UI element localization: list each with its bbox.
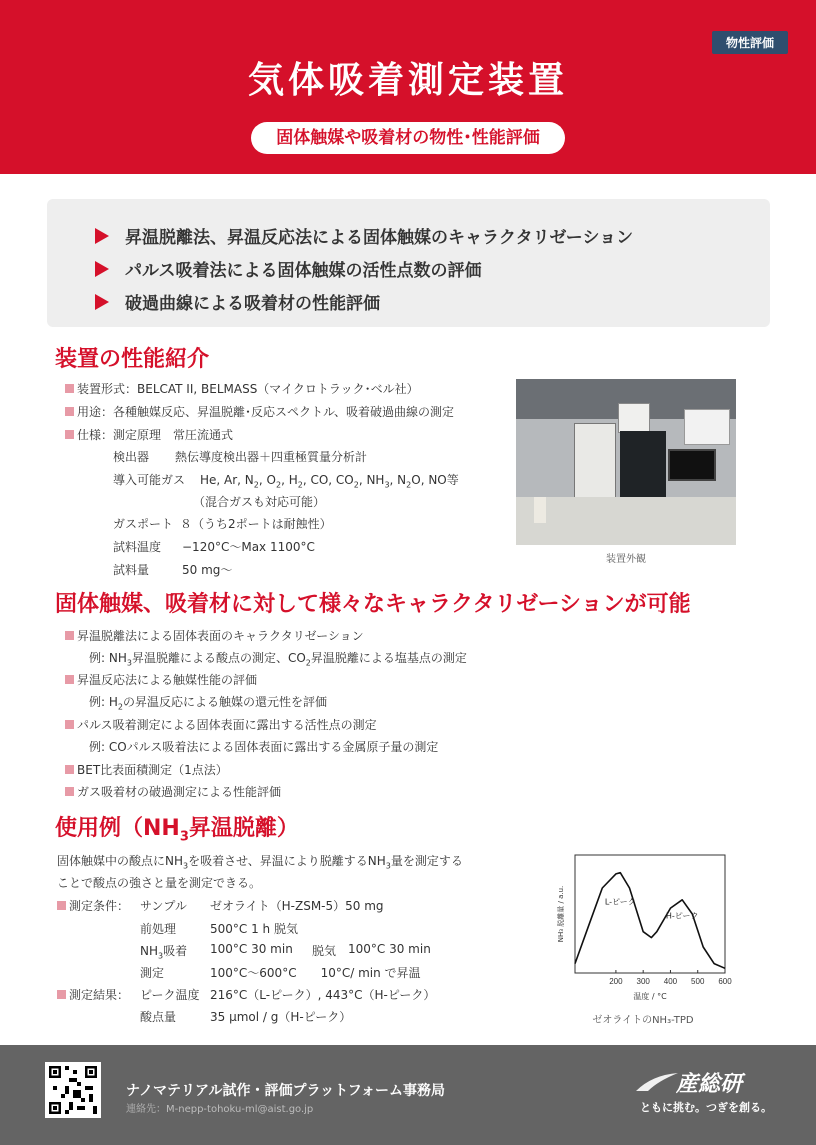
category-badge: 物性評価 (712, 31, 788, 54)
footer-org-name: ナノマテリアル試作・評価プラットフォーム事務局 (126, 1083, 446, 1099)
detector-value: 熱伝導度検出器＋四重極質量分析計 (175, 450, 368, 464)
spec-line: 仕様：測定原理 常圧流通式 (65, 426, 233, 443)
degas-label: 脱気 (312, 944, 337, 958)
peak-value: 216°C（L-ピーク）, 443°C（H-ピーク） (210, 988, 436, 1002)
x-tick-label: 200 (609, 977, 623, 986)
feature-item (95, 219, 770, 252)
square-bullet-icon (65, 787, 74, 796)
section-title-characterization: 固体触媒、吸着材に対して様々なキャラクタリゼーションが可能 (55, 592, 691, 617)
char-item-5: ガス吸着材の破過測定による性能評価 (65, 783, 281, 800)
aist-logo-text: 産総研 (676, 1072, 743, 1097)
square-bullet-icon (65, 631, 74, 640)
triangle-bullet-icon (95, 261, 109, 277)
peak-label: ピーク温度 (140, 988, 200, 1002)
aist-tagline: ともに挑む。つぎを創る。 (640, 1101, 772, 1114)
acid-value: 35 μmol / g（H-ピーク） (210, 1010, 352, 1024)
feature-item (95, 285, 770, 318)
square-bullet-icon (65, 675, 74, 684)
subtitle-pill: 固体触媒や吸着材の物性･性能評価 (251, 122, 565, 154)
x-tick-label: 400 (663, 977, 678, 986)
port-label: ガスポート (113, 517, 174, 531)
triangle-bullet-icon (95, 228, 109, 244)
footer-contact[interactable]: 連絡先：M-nepp-tohoku-ml@aist.go.jp (126, 1104, 314, 1115)
section-title-performance: 装置の性能紹介 (55, 347, 210, 372)
char-item-1: 昇温脱離法による固体表面のキャラクタリゼーション (65, 627, 364, 644)
condition-label: 測定条件： (57, 897, 129, 914)
measure-value: 100°C～600°C 10°C/ min で昇温 (210, 966, 421, 980)
header-banner (0, 0, 816, 174)
section-title-example: 使用例（$NH_3$昇温脱離） (55, 816, 299, 845)
usage-line: 用途：各種触媒反応、昇温脱離･反応スペクトル、吸着破過曲線の測定 (65, 403, 454, 420)
gas-label: 導入可能ガス (113, 473, 186, 487)
square-bullet-icon (65, 765, 74, 774)
page-title: 気体吸着測定装置 (247, 60, 568, 101)
degas-value: 100°C 30 min (348, 942, 431, 956)
tpd-chart (553, 849, 733, 1007)
char-item-2: 昇温反応法による触媒性能の評価 (65, 671, 257, 688)
acid-label: 酸点量 (140, 1010, 177, 1024)
chart-frame (575, 855, 725, 973)
aist-logo-icon (634, 1071, 680, 1093)
char-example-3: 例: COパルス吸着法による固体表面に露出する金属原子量の測定 (89, 740, 439, 754)
square-bullet-icon (57, 901, 66, 910)
feature-text: 破過曲線による吸着材の性能評価 (125, 294, 380, 314)
square-bullet-icon (65, 720, 74, 729)
measure-label: 測定 (140, 966, 165, 980)
gas-value: He, Ar, $N_2$, $O_2$, $H_2$, CO, $CO_2$, $NH_3$, $N_2O$, NO等 (200, 473, 459, 490)
device-photo (516, 379, 736, 545)
example-intro-line-2: ことで酸点の強さと量を測定できる。 (57, 876, 262, 890)
peak-annotation: L-ピーク (604, 897, 636, 907)
adsorption-value: 100°C 30 min (210, 942, 293, 956)
x-axis-label: 温度 / °C (633, 992, 667, 1001)
y-axis-label: NH₃ 脱離量 / a.u. (557, 885, 565, 943)
triangle-bullet-icon (95, 294, 109, 310)
tpd-chart-svg (553, 849, 733, 1007)
char-example-2: 例: $H_2$の昇温反応による触媒の還元性を評価 (89, 695, 327, 712)
temp-value: −120°C～Max 1100°C (182, 540, 315, 554)
char-item-3: パルス吸着測定による固体表面に露出する活性点の測定 (65, 716, 377, 733)
detector-label: 検出器 (113, 450, 150, 464)
gas-note: （混合ガスも対応可能） (193, 495, 326, 509)
square-bullet-icon (57, 990, 66, 999)
feature-box (47, 199, 770, 327)
chart-caption: ゼオライトのNH₃-TPD (592, 1015, 694, 1026)
peak-annotation: H-ピーク (665, 911, 699, 921)
port-value: ８（うち2ポートは耐蝕性） (180, 517, 332, 531)
square-bullet-icon (65, 430, 74, 439)
qr-code-icon[interactable] (45, 1062, 101, 1118)
photo-caption: 装置外観 (606, 554, 646, 565)
pretreat-label: 前処理 (140, 922, 177, 936)
adsorption-label: $NH_3$吸着 (140, 944, 188, 961)
amount-value: 50 mg～ (182, 563, 233, 577)
feature-item (95, 252, 770, 285)
feature-text: パルス吸着法による固体触媒の活性点数の評価 (125, 261, 482, 281)
x-tick-label: 500 (691, 977, 705, 986)
footer (0, 1045, 816, 1145)
temp-label: 試料温度 (113, 540, 162, 554)
example-intro-line-1: 固体触媒中の酸点に$NH_3$を吸着させ、昇温により脱離する$NH_3$量を測定する (57, 854, 463, 871)
char-item-4: BET比表面積測定（1点法） (65, 761, 228, 778)
x-tick-label: 300 (636, 977, 650, 986)
square-bullet-icon (65, 407, 74, 416)
x-tick-label: 600 (718, 977, 732, 986)
sample-label: サンプル (140, 899, 187, 913)
square-bullet-icon (65, 384, 74, 393)
tpd-series-line (575, 873, 725, 969)
char-example-1: 例: $NH_3$昇温脱離による酸点の測定、$CO_2$昇温脱離による塩基点の測定 (89, 651, 467, 668)
amount-label: 試料量 (113, 563, 150, 577)
result-label: 測定結果： (57, 986, 129, 1003)
device-type-line: 装置形式：BELCAT II, BELMASS（マイクロトラック･ベル社） (65, 380, 419, 397)
sample-value: ゼオライト（H-ZSM-5）50 mg (210, 899, 384, 913)
pretreat-value: 500°C 1 h 脱気 (210, 922, 298, 936)
feature-text: 昇温脱離法、昇温反応法による固体触媒のキャラクタリゼーション (125, 228, 634, 248)
